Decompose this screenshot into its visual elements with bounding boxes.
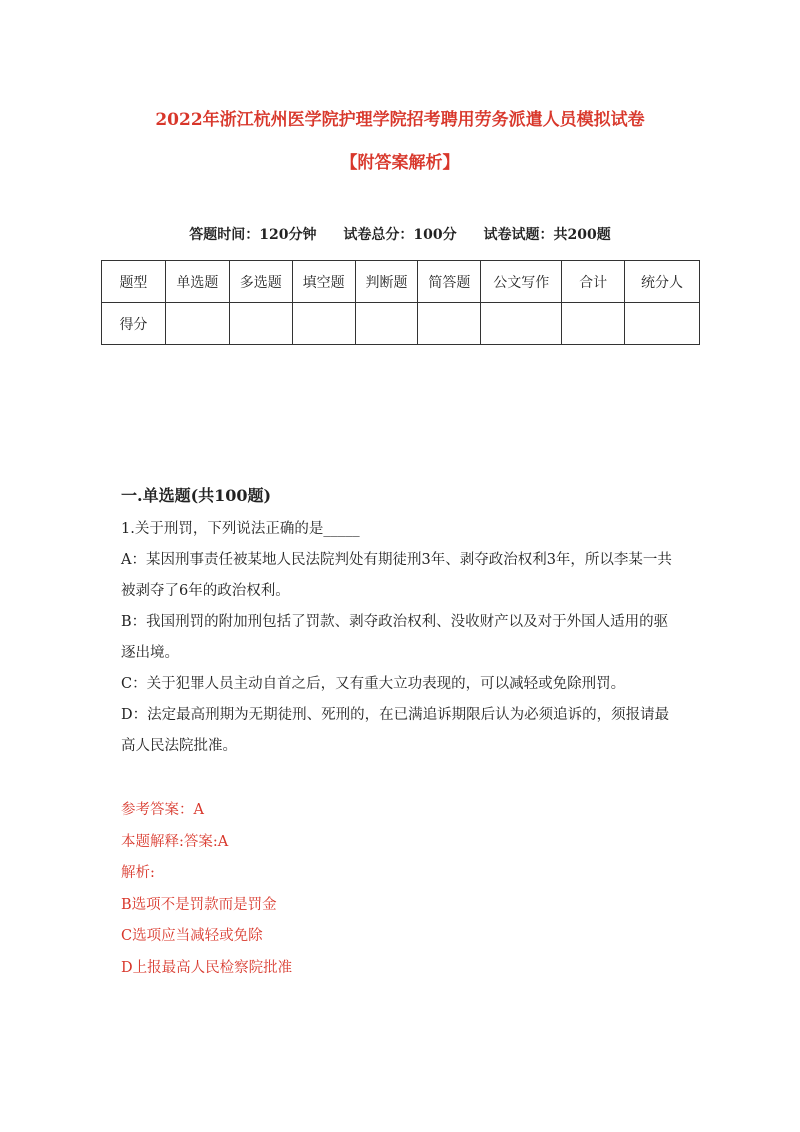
- score-cell: [625, 303, 700, 345]
- analysis-item: D上报最高人民检察院批准: [121, 959, 293, 976]
- exam-time: 答题时间：120分钟: [189, 227, 317, 243]
- exam-total-score: 试卷总分：100分: [343, 227, 457, 243]
- header-cell: 题型: [102, 261, 166, 303]
- answer-explanation: 本题解释:答案:A: [121, 833, 229, 850]
- question-stem: 1.关于刑罚，下列说法正确的是_____: [121, 521, 360, 537]
- analysis-label: 解析:: [121, 865, 155, 881]
- score-table: [101, 260, 700, 345]
- header-cell: 单选题: [165, 261, 229, 303]
- header-cell: 多选题: [229, 261, 292, 303]
- document-title: 2022年浙江杭州医学院护理学院招考聘用劳务派遣人员模拟试卷: [155, 110, 645, 130]
- score-cell: [418, 303, 481, 345]
- row-label: 得分: [102, 303, 166, 345]
- exam-total-questions: 试卷试题：共200题: [483, 227, 611, 243]
- document-subtitle: 【附答案解析】: [340, 153, 460, 173]
- header-cell: 公文写作: [481, 261, 562, 303]
- section-title: 一.单选题(共100题): [121, 486, 272, 505]
- option-a: A：某因刑事责任被某地人民法院判处有期徒刑3年、剥夺政治权利3年，所以李某一共被剥夺了6年的政治权利。: [121, 552, 672, 599]
- header-cell: 合计: [562, 261, 625, 303]
- analysis-item: C选项应当减轻或免除: [121, 928, 263, 944]
- answer-block: [121, 795, 681, 984]
- score-cell: [481, 303, 562, 345]
- option-c: C：关于犯罪人员主动自首之后，又有重大立功表现的，可以减轻或免除刑罚。: [121, 676, 626, 692]
- score-table-header-row: [102, 261, 700, 303]
- header-cell: 统分人: [625, 261, 700, 303]
- option-d: D：法定最高刑期为无期徒刑、死刑的，在已满追诉期限后认为必须追诉的，须报请最高人民法院批准。: [121, 707, 670, 754]
- score-cell: [355, 303, 418, 345]
- header-cell: 判断题: [355, 261, 418, 303]
- score-table-score-row: [102, 303, 700, 345]
- exam-info: [0, 224, 800, 244]
- analysis-item: B选项不是罚款而是罚金: [121, 896, 277, 913]
- score-cell: [562, 303, 625, 345]
- score-cell: [229, 303, 292, 345]
- score-cell: [165, 303, 229, 345]
- option-b: B：我国刑罚的附加刑包括了罚款、剥夺政治权利、没收财产以及对于外国人适用的驱逐出境。: [121, 614, 669, 661]
- header-cell: 填空题: [292, 261, 355, 303]
- reference-answer: 参考答案：A: [121, 802, 204, 818]
- header-cell: 简答题: [418, 261, 481, 303]
- score-cell: [292, 303, 355, 345]
- question-block: [121, 514, 681, 762]
